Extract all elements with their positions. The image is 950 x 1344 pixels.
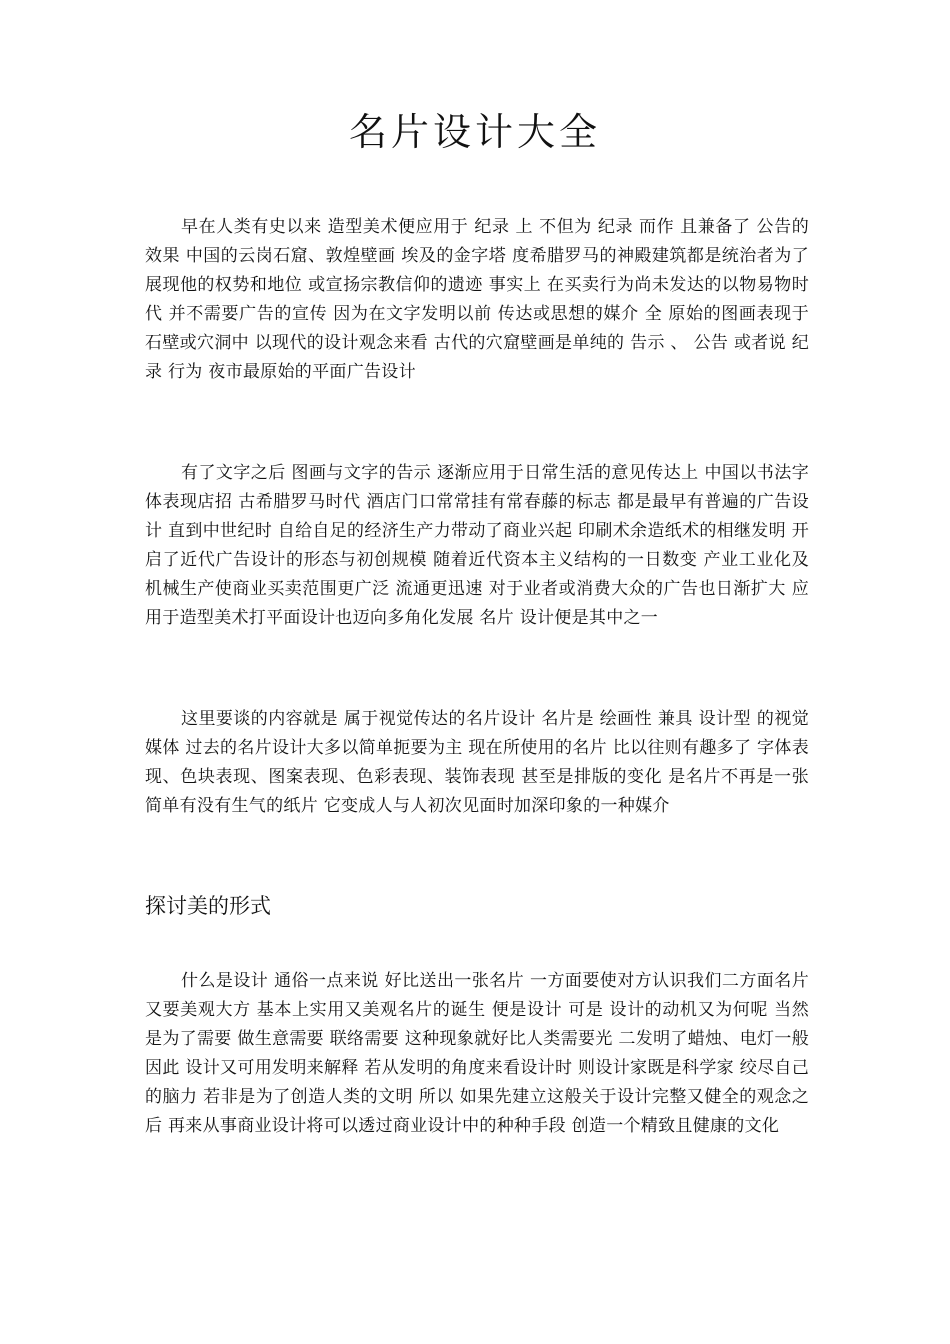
section-heading: 探讨美的形式 xyxy=(145,894,271,918)
paragraph-design-definition: 什么是设计 通俗一点来说 好比送出一张名片 一方面要使对方认识我们二方面名片又要美观大方 基本上实用又美观名片的诞生 便是设计 可是 设计的动机又为何呢 当然是为了需要 做生意需要 联络需要 这种现象就好比人类需要光 二发明了蜡烛、电灯一般 因此 设计又可用发明来解释 若从发明的角度来看设计时 则设计家既是科学家 绞尽自己的脑力 若非是为了创造人类的文明 所以 如果先建立这般关于设计完整又健全的观念之后 再来从事商业设计将可以透过商业设计中的种种手段 创造一个精致且健康的文化 xyxy=(145,971,809,1136)
paragraph-history: 早在人类有史以来 造型美术便应用于 纪录 上 不但为 纪录 而作 且兼备了 公告的效果 中国的云岗石窟、敦煌壁画 埃及的金字塔 度希腊罗马的神殿建筑都是统治者为了展现他的权势和地位 或宣扬宗教信仰的遗迹 事实上 在买卖行为尚未发达的以物易物时代 并不需要广告的宣传 因为在文字发明以前 传达或思想的媒介 全 原始的图画表现于石壁或穴洞中 以现代的设计观念来看 古代的穴窟壁画是单纯的 告示 、 公告 或者说 纪录 行为 夜市最原始的平面广告设计 xyxy=(145,217,809,382)
paragraph-visual-media: 这里要谈的内容就是 属于视觉传达的名片设计 名片是 绘画性 兼具 设计型 的视觉媒体 过去的名片设计大多以简单扼要为主 现在所使用的名片 比以往则有趣多了 字体表现、色块表现、图案表现、色彩表现、装饰表现 甚至是排版的变化 是名片不再是一张简单有没有生气的纸片 它变成人与人初次见面时加深印象的一种媒介 xyxy=(145,709,809,816)
page-title: 名片设计大全 xyxy=(348,110,601,154)
paragraph-writing: 有了文字之后 图画与文字的告示 逐渐应用于日常生活的意见传达上 中国以书法字体表现店招 古希腊罗马时代 酒店门口常常挂有常春藤的标志 都是最早有普遍的广告设计 直到中世纪时 自给自足的经济生产力带动了商业兴起 印刷术余造纸术的相继发明 开启了近代广告设计的形态与初创规模 随着近代资本主义结构的一日数变 产业工业化及机械生产使商业买卖范围更广泛 流通更迅速 对于业者或消费大众的广告也日渐扩大 应用于造型美术打平面设计也迈向多角化发展 名片 设计便是其中之一 xyxy=(145,463,809,628)
